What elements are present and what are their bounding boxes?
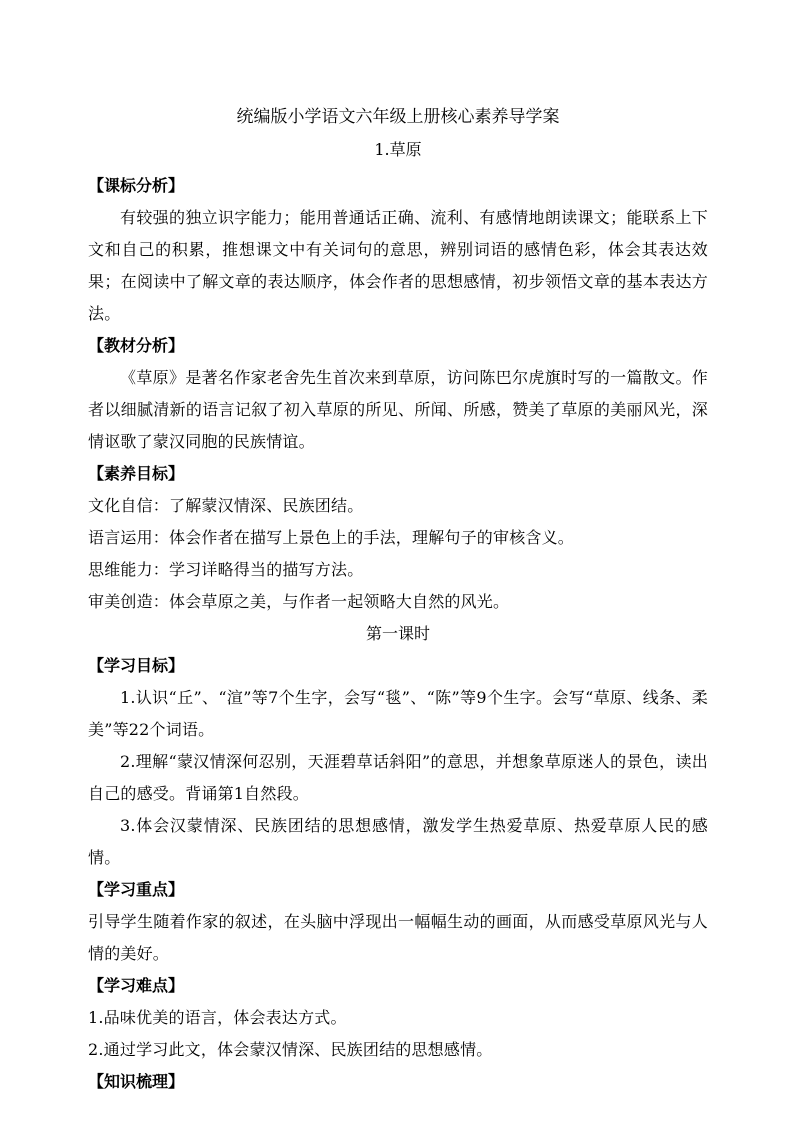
literacy-goal-item: 思维能力：学习详略得当的描写方法。 [88,560,364,579]
learning-goal-item: 1.认识“丘”、“渲”等7个生字，会写“毯”、“陈”等9个生字。会写“草原、线条、柔美”等22个词语。 [88,688,708,739]
document-page [88,100,708,1098]
first-lesson-label: 第一课时 [365,624,430,643]
textbook-paragraph: 《草原》是著名作家老舍先生首次来到草原，访问陈巴尔虎旗时写的一篇散文。作者以细腻清新的语言记叙了初入草原的所见、所闻、所感，赞美了草原的美丽风光，深情讴歌了蒙汉同胞的民族情谊。 [88,368,708,451]
literacy-goal-item: 语言运用：体会作者在描写上景色上的手法，理解句子的审核含义。 [88,528,575,547]
difficulty-item: 1.品味优美的语言，体会表达方式。 [88,1008,347,1027]
learning-goals-heading: 【学习目标】 [88,656,185,675]
key-points-paragraph: 引导学生随着作家的叙述，在头脑中浮现出一幅幅生动的画面，从而感受草原风光与人情的美好。 [88,912,708,963]
curriculum-heading: 【课标分析】 [88,176,185,195]
learning-goal-item: 3.体会汉蒙情深、民族团结的思想感情，激发学生热爱草原、热爱草原人民的感情。 [88,816,708,867]
literacy-goal-item: 审美创造：体会草原之美，与作者一起领略大自然的风光。 [88,592,510,611]
document-title: 统编版小学语文六年级上册核心素养导学案 [236,107,560,127]
difficulties-heading: 【学习难点】 [88,976,185,995]
knowledge-heading: 【知识梳理】 [88,1072,185,1091]
curriculum-paragraph: 有较强的独立识字能力；能用普通话正确、流利、有感情地朗读课文；能联系上下文和自己的积累，推想课文中有关词句的意思，辨别词语的感情色彩，体会其表达效果；在阅读中了解文章的表达顺序，体会作者的思想感情，初步领悟文章的基本表达方法。 [88,208,708,323]
textbook-heading: 【教材分析】 [88,336,185,355]
lesson-title: 1.草原 [374,140,422,159]
literacy-goals-heading: 【素养目标】 [88,464,185,483]
difficulty-item: 2.通过学习此文，体会蒙汉情深、民族团结的思想感情。 [88,1040,493,1059]
literacy-goal-item: 文化自信：了解蒙汉情深、民族团结。 [88,496,364,515]
learning-goal-item: 2.理解“蒙汉情深何忍别，天涯碧草话斜阳”的意思，并想象草原迷人的景色，读出自己的感受。背诵第1自然段。 [88,752,708,803]
key-points-heading: 【学习重点】 [88,880,185,899]
